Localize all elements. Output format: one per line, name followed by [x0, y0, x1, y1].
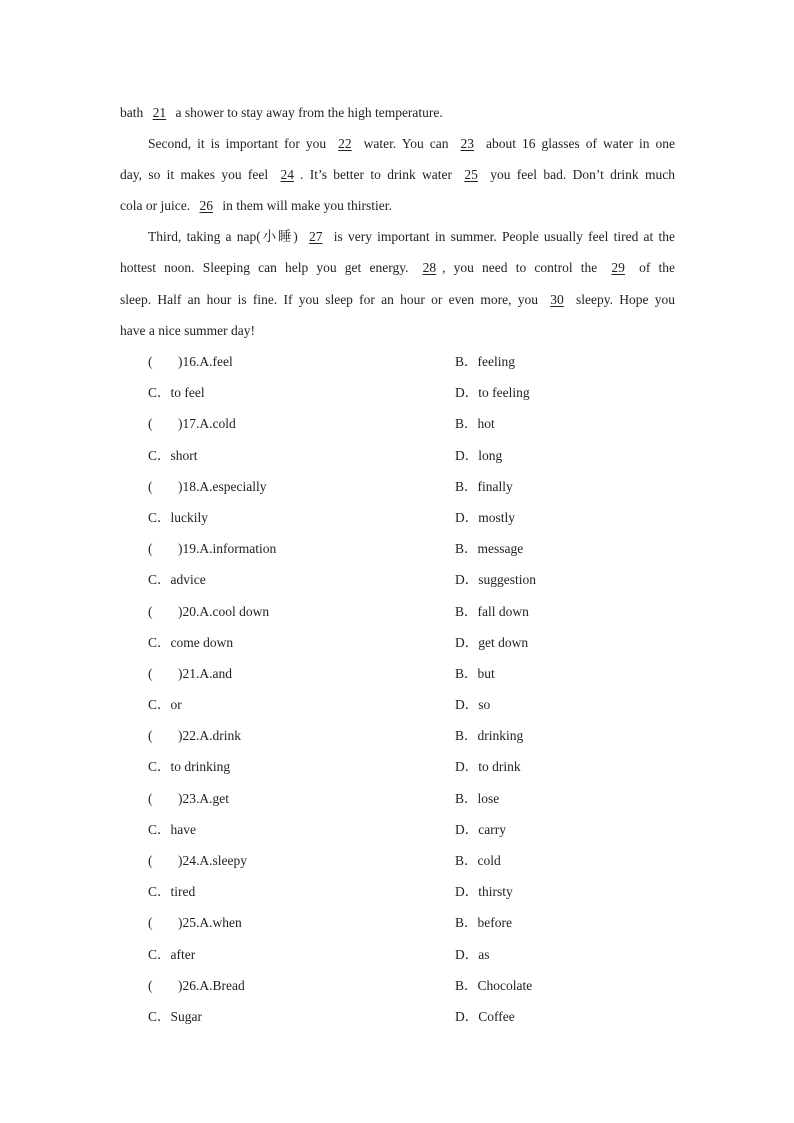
- passage-line: [120, 221, 675, 252]
- question-row: [148, 408, 588, 439]
- blank-23: 23: [460, 136, 474, 152]
- option-row: [148, 939, 588, 970]
- option-d: D．thirsty: [455, 884, 513, 900]
- question-row: [148, 783, 588, 814]
- option-row: [148, 377, 588, 408]
- option-b: B．finally: [455, 478, 513, 494]
- passage-line: [120, 190, 675, 221]
- text: sleepy. Hope you: [569, 291, 675, 307]
- question-stem: [148, 907, 242, 938]
- question-stem: [148, 720, 241, 751]
- option-a: A.feel: [199, 354, 233, 369]
- option-a: A.drink: [199, 728, 241, 744]
- option-c: C．tired: [148, 884, 196, 900]
- option-a: A.information: [199, 541, 277, 557]
- blank-25: 25: [464, 167, 478, 183]
- blank-24: 24: [280, 167, 294, 183]
- option-a: A.especially: [199, 478, 267, 494]
- option-a: A.cold: [199, 416, 236, 432]
- text: sleep. Half an hour is fine. If you sleep for an hour or even more, you: [120, 291, 545, 307]
- passage-line: [120, 284, 675, 315]
- option-b: B．but: [455, 665, 495, 681]
- option-b: B．feeling: [455, 354, 515, 369]
- question-stem: [148, 783, 229, 814]
- option-d: D．suggestion: [455, 572, 536, 588]
- option-a: A.cool down: [199, 603, 270, 619]
- option-c: C．advice: [148, 572, 206, 588]
- text: , you need to control the: [442, 260, 606, 276]
- text: hottest noon. Sleeping can help you get energy.: [120, 260, 417, 276]
- blank-29: 29: [611, 260, 625, 276]
- option-a: A.when: [199, 915, 242, 931]
- option-d: D．Coffee: [455, 1008, 515, 1024]
- text: . It’s better to drink water: [300, 167, 459, 183]
- question-row: [148, 596, 588, 627]
- passage-line: [120, 97, 675, 128]
- answer-paren[interactable]: (: [148, 603, 153, 619]
- question-number: )25.: [178, 915, 200, 931]
- option-c: C．short: [148, 447, 198, 463]
- option-b: B．fall down: [455, 603, 529, 619]
- option-c: C．have: [148, 821, 196, 837]
- blank-30: 30: [550, 291, 564, 307]
- text: in them will make you thirstier.: [218, 198, 392, 214]
- answer-paren[interactable]: (: [148, 416, 153, 432]
- question-row: [148, 658, 588, 689]
- question-row: [148, 845, 588, 876]
- option-row: [148, 440, 588, 471]
- question-number: )21.: [178, 665, 200, 681]
- text: about 16 glasses of water in one: [479, 136, 675, 152]
- question-stem: [148, 658, 232, 689]
- option-row: [148, 814, 588, 845]
- option-d: D．as: [455, 946, 490, 962]
- option-c: C．to drinking: [148, 759, 231, 775]
- option-d: D．carry: [455, 821, 506, 837]
- text: day, so it makes you feel: [120, 167, 275, 183]
- option-row: [148, 627, 588, 658]
- question-number: )23.: [178, 790, 200, 806]
- blank-27: 27: [309, 229, 323, 245]
- option-row: [148, 876, 588, 907]
- option-d: D．to drink: [455, 759, 521, 775]
- text: you feel bad. Don’t drink much: [483, 167, 675, 183]
- question-number: )20.: [178, 603, 200, 619]
- question-row: [148, 907, 588, 938]
- question-row: [148, 346, 588, 377]
- blank-28: 28: [422, 260, 437, 276]
- question-stem: [148, 970, 245, 1001]
- option-row: [148, 502, 588, 533]
- blank-22: 22: [338, 136, 352, 152]
- question-stem: [148, 845, 247, 876]
- question-row: [148, 970, 588, 1001]
- blank-26: 26: [199, 198, 213, 214]
- answer-paren[interactable]: (: [148, 478, 153, 494]
- text: of the: [630, 260, 675, 276]
- option-b: B．hot: [455, 416, 495, 432]
- answer-paren[interactable]: (: [148, 977, 153, 993]
- option-b: B．message: [455, 541, 524, 557]
- option-row: [148, 751, 588, 782]
- option-a: A.Bread: [199, 977, 245, 993]
- option-c: C．or: [148, 697, 182, 713]
- option-c: C．after: [148, 946, 196, 962]
- answer-paren[interactable]: (: [148, 790, 153, 806]
- passage-line: [120, 252, 675, 283]
- passage: [120, 97, 675, 346]
- option-b: B．drinking: [455, 728, 524, 744]
- question-number: )16.: [178, 354, 200, 369]
- option-c: C．come down: [148, 634, 234, 650]
- question-row: [148, 471, 588, 502]
- question-stem: [148, 346, 233, 377]
- question-number: )19.: [178, 541, 200, 557]
- option-b: B．before: [455, 915, 512, 931]
- answer-paren[interactable]: (: [148, 853, 153, 868]
- answer-paren[interactable]: (: [148, 728, 153, 744]
- option-b: B．lose: [455, 790, 500, 806]
- question-number: )18.: [178, 478, 200, 494]
- answer-paren[interactable]: (: [148, 354, 153, 369]
- question-stem: [148, 471, 266, 502]
- option-d: D．so: [455, 697, 491, 713]
- option-d: D．to feeling: [455, 385, 530, 401]
- question-number: )24.: [178, 853, 200, 868]
- option-c: C．to feel: [148, 385, 205, 401]
- text: have a nice summer day!: [120, 322, 255, 338]
- options-list: [148, 346, 588, 1032]
- passage-line: [120, 159, 675, 190]
- question-row: [148, 720, 588, 751]
- text: water. You can: [357, 136, 455, 152]
- question-stem: [148, 408, 236, 439]
- option-row: [148, 564, 588, 595]
- option-d: D．get down: [455, 634, 529, 650]
- option-a: A.and: [199, 665, 232, 681]
- question-stem: [148, 596, 269, 627]
- option-row: [148, 1001, 588, 1032]
- text: bath: [120, 105, 147, 120]
- answer-paren[interactable]: (: [148, 541, 153, 557]
- answer-paren[interactable]: (: [148, 915, 153, 931]
- option-b: B．Chocolate: [455, 977, 533, 993]
- blank-21: 21: [152, 105, 167, 120]
- option-row: [148, 689, 588, 720]
- option-d: D．long: [455, 447, 503, 463]
- passage-line: [120, 128, 675, 159]
- text: Third, taking a nap(小睡): [148, 229, 304, 245]
- question-number: )22.: [178, 728, 200, 744]
- option-d: D．mostly: [455, 509, 516, 525]
- text: Second, it is important for you: [148, 136, 333, 152]
- text: is very important in summer. People usually feel tired at the: [328, 229, 675, 245]
- question-row: [148, 533, 588, 564]
- text: cola or juice.: [120, 198, 194, 214]
- passage-line: [120, 315, 675, 346]
- text: a shower to stay away from the high temperature.: [172, 105, 443, 120]
- answer-paren[interactable]: (: [148, 665, 153, 681]
- option-a: A.get: [199, 790, 229, 806]
- option-a: A.sleepy: [199, 853, 247, 868]
- question-stem: [148, 533, 276, 564]
- question-number: )17.: [178, 416, 200, 432]
- option-c: C．Sugar: [148, 1008, 202, 1024]
- question-number: )26.: [178, 977, 200, 993]
- option-c: C．luckily: [148, 509, 208, 525]
- option-b: B．cold: [455, 853, 501, 868]
